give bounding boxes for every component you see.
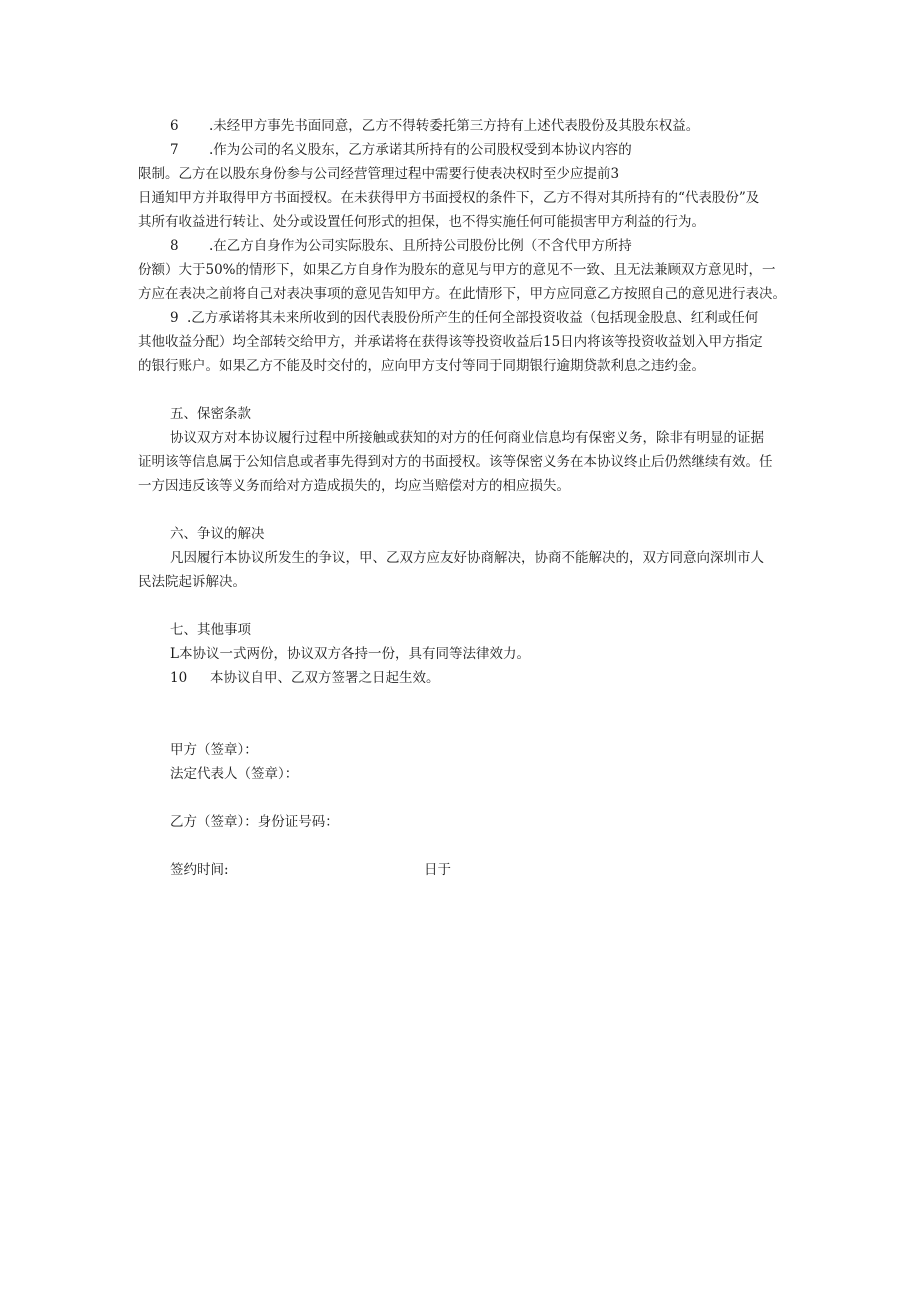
party-b-signature-label: 乙方（签章）：身份证号码： <box>170 814 339 830</box>
clause-7 <box>170 141 632 159</box>
clause-7-text-line2: 限制。乙方在以股东身份参与公司经营管理过程中需要行使表决权时至少应提前3 <box>138 166 620 182</box>
clause-7-text-line1: .作为公司的名义股东，乙方承诺其所持有的公司股权受到本协议内容的 <box>209 142 632 158</box>
clause-6 <box>170 117 699 135</box>
section-7-item-1: L本协议一式两份，协议双方各持一份，具有同等法律效力。 <box>170 646 530 662</box>
clause-7-text-line4: 其所有收益进行转让、处分或设置任何形式的担保，也不得实施任何可能损害甲方利益的行为。 <box>138 214 705 230</box>
clause-9 <box>170 309 758 327</box>
clause-8-text-line2: 份额）大于50%的情形下，如果乙方自身作为股东的意见与甲方的意见不一致、且无法兼顾双方意见时，一 <box>138 262 776 278</box>
clause-9-text-line1: .乙方承诺将其未来所收到的因代表股份所产生的任何全部投资收益（包括现金股息、红利或任何 <box>187 310 759 326</box>
clause-8-text-line1: .在乙方自身作为公司实际股东、且所持公司股份比例（不含代甲方所持 <box>209 238 632 254</box>
clause-9-text-line3: 的银行账户。如果乙方不能及时交付的，应向甲方支付等同于同期银行逾期贷款利息之违约金。 <box>138 358 705 374</box>
clause-9-text-line2: 其他收益分配）均全部转交给甲方，并承诺将在获得该等投资收益后15日内将该等投资收益划入甲方指定 <box>138 334 763 350</box>
clause-6-text: .未经甲方事先书面同意，乙方不得转委托第三方持有上述代表股份及其股东权益。 <box>209 118 700 134</box>
clause-6-number: 6 <box>170 118 179 134</box>
clause-9-number: 9 <box>170 310 179 326</box>
section-7-item-2-text: 本协议自甲、乙双方签署之日起生效。 <box>210 670 440 686</box>
sign-time-suffix: 日于 <box>424 862 451 878</box>
section-5-text-line2: 证明该等信息属于公知信息或者事先得到对方的书面授权。该等保密义务在本协议终止后仍然继续有效。任 <box>138 454 773 470</box>
legal-representative-signature-label: 法定代表人（签章）： <box>170 766 299 782</box>
section-6-text-line2: 民法院起诉解决。 <box>138 574 246 590</box>
section-5-text-line1: 协议双方对本协议履行过程中所接触或获知的对方的任何商业信息均有保密义务，除非有明显的证据 <box>170 430 764 446</box>
section-7-heading: 七、其他事项 <box>170 622 251 638</box>
section-6-heading: 六、争议的解决 <box>170 526 265 542</box>
sign-time-label: 签约时间: <box>170 862 229 878</box>
section-7-item-2 <box>170 669 440 687</box>
section-7-item-2-number: 10 <box>170 670 188 686</box>
clause-7-number: 7 <box>170 142 179 158</box>
clause-7-text-line3: 日通知甲方并取得甲方书面授权。在未获得甲方书面授权的条件下，乙方不得对其所持有的“代表股份”及 <box>138 190 760 206</box>
party-a-signature-label: 甲方（签章）： <box>170 742 258 758</box>
clause-8-number: 8 <box>170 238 179 254</box>
section-6-text-line1: 凡因履行本协议所发生的争议，甲、乙双方应友好协商解决，协商不能解决的，双方同意向深圳市人 <box>170 550 764 566</box>
section-5-heading: 五、保密条款 <box>170 406 251 422</box>
clause-8 <box>170 237 632 255</box>
clause-8-text-line3: 方应在表决之前将自己对表决事项的意见告知甲方。在此情形下，甲方应同意乙方按照自己的意见进行表决。 <box>138 286 786 302</box>
section-5-text-line3: 一方因违反该等义务而给对方造成损失的，均应当赔偿对方的相应损失。 <box>138 478 570 494</box>
